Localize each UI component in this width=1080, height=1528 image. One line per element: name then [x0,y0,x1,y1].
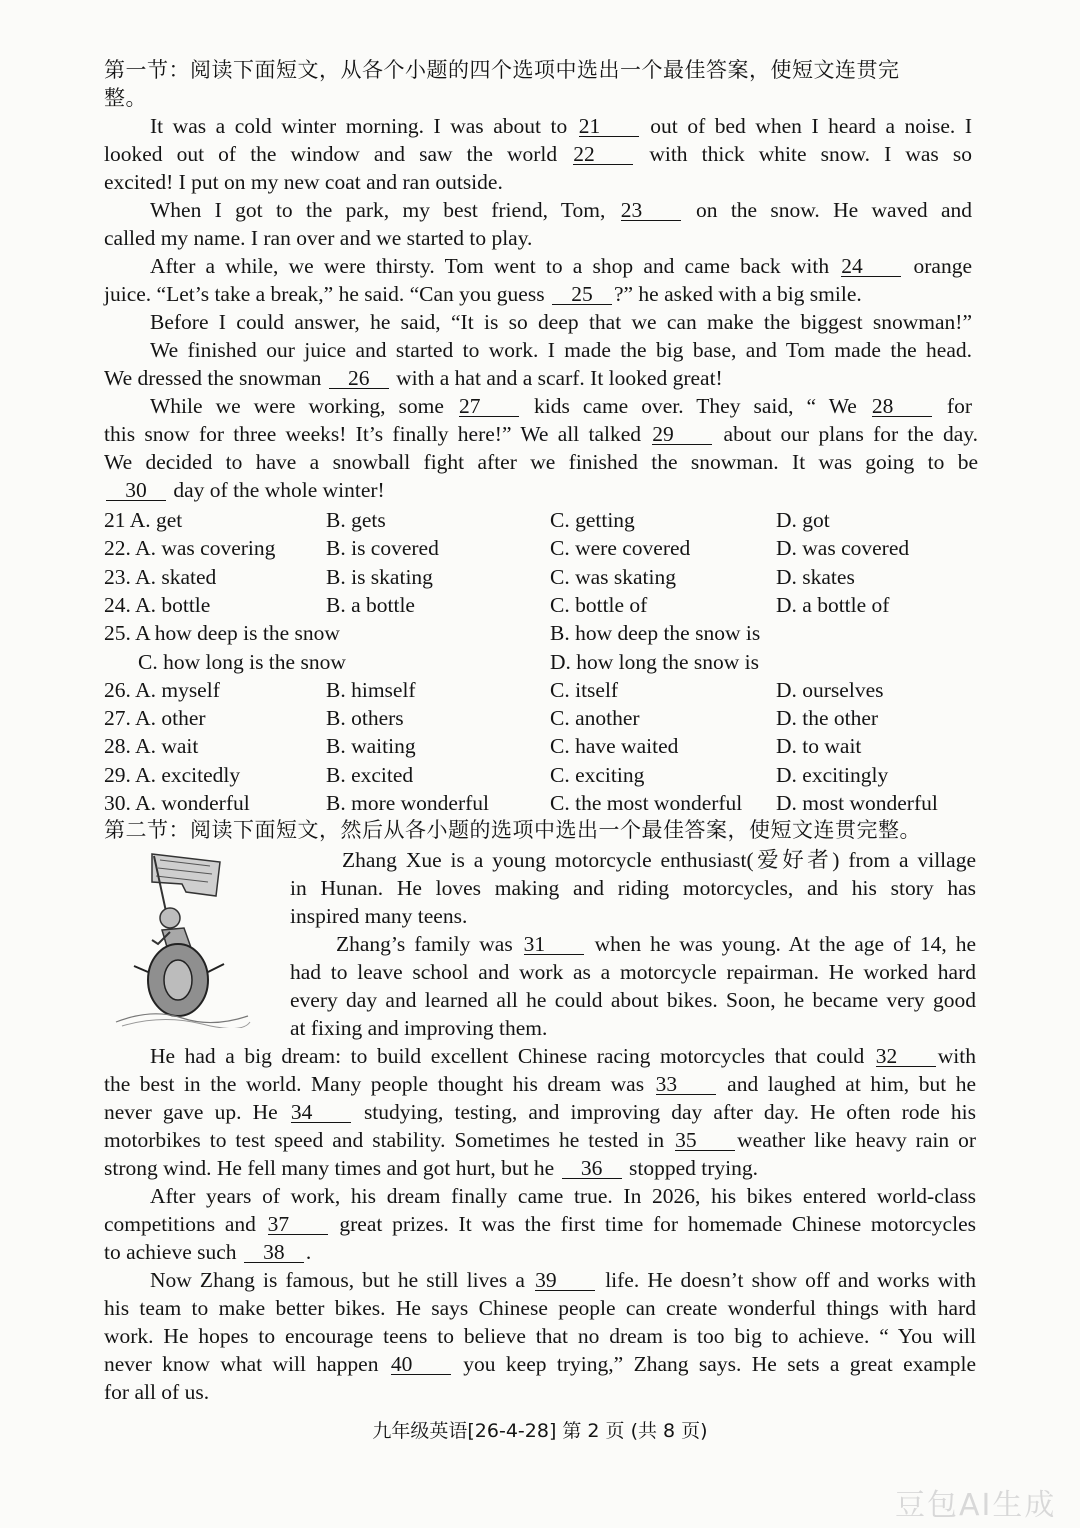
passage-2-line [342,846,976,874]
option-choice: C. another [550,706,640,731]
option-choice: B. a bottle [326,592,415,617]
blank-31: 31 [524,934,584,955]
blank-36: 36 [562,1158,622,1179]
text-segment: After a while, we were thirsty. Tom went to a shop and came back with [150,254,840,278]
option-choice: B. others [326,706,404,731]
page-footer: 九年级英语[26-4-28] 第 2 页 (共 8 页) [372,1420,708,1442]
option-choice: C. how long is the snow [138,649,346,674]
option-choice: B. gets [326,508,386,532]
option-choice: C. have waited [550,734,679,759]
blank-27: 27 [459,396,519,417]
passage-2-line [104,1210,976,1238]
text-segment: He had a big dream: to build excellent Chinese racing motorcycles that could [150,1044,874,1068]
text-segment: about our plans for the day. [714,422,978,446]
blank-22: 22 [573,144,633,165]
text-segment: strong wind. He fell many times and got hurt, but he [104,1156,560,1180]
option-choice: B. waiting [326,734,416,759]
passage-2-line [104,1238,311,1266]
option-choice: B. is covered [326,536,439,561]
passage-2-line [290,902,467,930]
option-choice: 30. A. wonderful [104,791,250,815]
option-choice: C. exciting [550,762,645,787]
option-choice: C. the most wonderful [550,791,743,815]
text-segment: We dressed the snowman [104,366,327,390]
passage-2-line [104,1098,976,1126]
text-segment: for all of us. [104,1380,210,1404]
passage-2-line [290,874,976,902]
text-segment: We decided to have a snowball fight after we finished the snowman. It was going to be [104,450,978,474]
blank-34: 34 [291,1102,351,1123]
text-segment: excited! I put on my new coat and ran outside. [104,170,503,194]
option-choice: 21 A. get [104,508,183,532]
text-segment: every day and learned all he could about bikes. Soon, he became very good [290,988,976,1012]
text-segment: with a hat and a scarf. It looked great! [390,366,723,390]
text-segment: his team to make better bikes. He says Chinese people can create wonderful things with hard [104,1296,976,1320]
blank-35: 35 [675,1130,735,1151]
option-choice: D. excitingly [776,762,889,787]
text-segment: We finished our juice and started to work. I made the big base, and Tom made the head. [150,338,972,362]
blank-25: 25 [552,284,612,305]
motorcycle-rider-illustration [112,848,252,1028]
passage-2-line [336,930,976,958]
passage-2-line [104,1294,976,1322]
option-choice: D. how long the snow is [550,649,760,674]
text-segment: While we were working, some [150,394,457,418]
option-choice: 26. A. myself [104,677,220,702]
option-choice: D. ourselves [776,677,884,702]
blank-32: 32 [876,1046,936,1067]
option-choice: B. how deep the snow is [550,621,761,646]
text-segment: with [937,1044,976,1068]
option-choice: B. is skating [326,564,433,589]
text-segment: day of the whole winter! [168,478,385,502]
text-segment: orange [903,254,972,278]
passage-1-line [104,224,532,252]
text-segment: you keep trying,” Zhang says. He sets a great example [452,1352,976,1376]
option-choice: 28. A. wait [104,734,199,759]
blank-29: 29 [652,424,712,445]
passage-1-line [150,392,972,420]
text-segment: juice. “Let’s take a break,” he said. “Can you guess [104,282,550,306]
section2-heading: 第二节：阅读下面短文，然后从各小题的选项中选出一个最佳答案，使短文连贯完整。 [104,818,921,842]
text-segment: work. He hopes to encourage teens to believe that no dream is too big to achieve. “ You will [104,1324,976,1348]
passage-1-line [104,420,978,448]
text-segment: Zhang’s family was [336,932,522,956]
option-choice: 22. A. was covering [104,536,276,561]
passage-1-line [150,196,972,224]
text-segment: and laughed at him, but he [717,1072,976,1096]
option-choice: B. himself [326,677,416,702]
passage-2-line [150,1042,976,1070]
text-segment: looked out of the window and saw the world [104,142,572,166]
passage-2-line [150,1182,976,1210]
blank-33: 33 [656,1074,716,1095]
text-segment: kids came over. They said, “ We [520,394,870,418]
text-segment: It was a cold winter morning. I was about to [150,114,577,138]
text-segment: stopped trying. [623,1156,758,1180]
blank-23: 23 [621,200,681,221]
text-segment: at fixing and improving them. [290,1016,548,1040]
option-choice: C. were covered [550,536,691,561]
passage-2-line [104,1350,976,1378]
option-choice: 27. A. other [104,706,206,731]
text-segment: for [933,394,972,418]
text-segment: Zhang Xue is a young motorcycle enthusiast(爱好者) from a village [342,848,976,872]
passage-2-line [104,1378,209,1406]
passage-2-line [290,1014,547,1042]
text-segment: never gave up. He [104,1100,289,1124]
blank-26: 26 [329,368,389,389]
blank-28: 28 [872,396,932,417]
passage-1-line [150,252,972,280]
blank-40: 40 [391,1354,451,1375]
text-segment: in Hunan. He loves making and riding motorcycles, and his story has [290,876,976,900]
text-segment: Before I could answer, he said, “It is so deep that we can make the biggest snowman!” [150,310,972,334]
text-segment: called my name. I ran over and we started to play. [104,226,533,250]
passage-1-line [150,112,972,140]
option-choice: 29. A. excitedly [104,762,241,787]
option-choice: 24. A. bottle [104,592,211,617]
blank-24: 24 [841,256,901,277]
text-segment: When I got to the park, my best friend, Tom, [150,198,619,222]
text-segment: with thick white snow. I was so [635,142,972,166]
passage-2-line [150,1266,976,1294]
passage-1-line [104,168,503,196]
passage-1-line [150,336,972,364]
option-choice: 23. A. skated [104,564,217,589]
passage-1-line [104,448,978,476]
passage-2-line [104,1070,976,1098]
text-segment: competitions and [104,1212,266,1236]
passage-1-line [104,140,972,168]
passage-2-line [104,1126,976,1154]
text-segment: this snow for three weeks! It’s finally here!” We all talked [104,422,651,446]
text-segment: . [305,1240,312,1264]
blank-30: 30 [106,480,166,501]
text-segment: to achieve such [104,1240,242,1264]
text-segment: After years of work, his dream finally came true. In 2026, his bikes entered world-class [150,1184,976,1208]
option-choice: D. was covered [776,536,910,561]
option-choice: D. to wait [776,734,862,759]
passage-1-line [104,280,862,308]
text-segment: motorbikes to test speed and stability. Sometimes he tested in [104,1128,674,1152]
text-segment: life. He doesn’t show off and works with [597,1268,976,1292]
passage-1-line [104,476,385,504]
text-segment: when he was young. At the age of 14, he [585,932,976,956]
option-choice: D. the other [776,706,879,731]
option-choice: D. skates [776,564,855,589]
option-choice: 25. A how deep is the snow [104,621,340,646]
option-choice: C. was skating [550,564,677,589]
passage-1-line [104,364,723,392]
passage-2-line [104,1154,758,1182]
text-segment: the best in the world. Many people thought his dream was [104,1072,654,1096]
text-segment: ?” he asked with a big smile. [613,282,862,306]
text-segment: weather like heavy rain or [737,1128,977,1152]
text-segment: great prizes. It was the first time for homemade Chinese motorcycles [329,1212,976,1236]
option-choice: D. got [776,508,830,532]
text-segment: inspired many teens. [290,904,468,928]
option-choice: C. getting [550,508,635,532]
blank-39: 39 [535,1270,595,1291]
option-choice: C. bottle of [550,592,648,617]
passage-1-line [150,308,972,336]
option-choice: C. itself [550,677,619,702]
passage-2-line [290,958,976,986]
text-segment: on the snow. He waved and [682,198,972,222]
blank-21: 21 [579,116,639,137]
option-choice: D. most wonderful [776,791,938,815]
watermark: 豆包AI生成 [895,1488,1057,1523]
passage-2-line [104,1322,976,1350]
passage-2-line [290,986,976,1014]
text-segment: out of bed when I heard a noise. I [640,114,972,138]
blank-38: 38 [244,1242,304,1263]
text-segment: studying, testing, and improving day after day. He often rode his [352,1100,977,1124]
section1-heading-line2: 整。 [104,86,147,110]
section1-heading-line1: 第一节：阅读下面短文，从各个小题的四个选项中选出一个最佳答案，使短文连贯完 [104,58,900,82]
text-segment: had to leave school and work as a motorcycle repairman. He worked hard [290,960,976,984]
text-segment: never know what will happen [104,1352,389,1376]
option-choice: D. a bottle of [776,592,890,617]
blank-37: 37 [268,1214,328,1235]
option-choice: B. more wonderful [326,791,490,815]
text-segment: Now Zhang is famous, but he still lives a [150,1268,534,1292]
option-choice: B. excited [326,762,414,787]
